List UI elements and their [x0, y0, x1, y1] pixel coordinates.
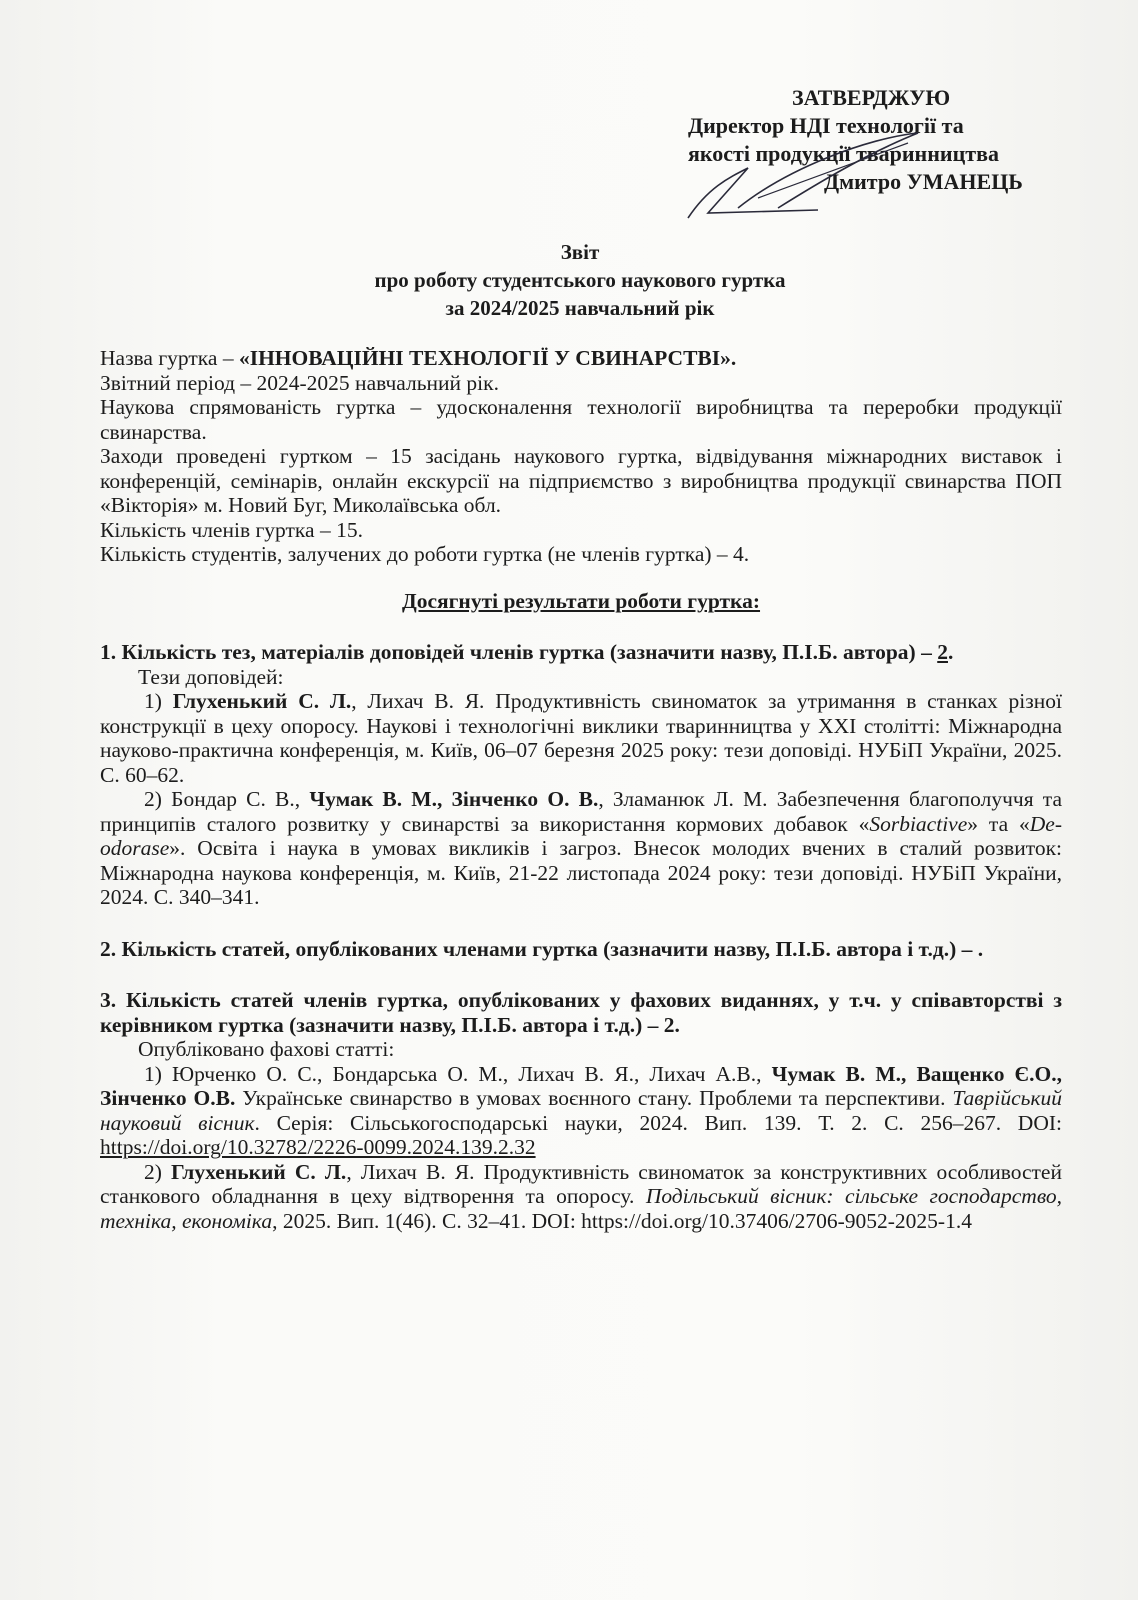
- section1-heading: [100, 640, 1062, 665]
- circle-name-label: Назва гуртка –: [100, 346, 239, 370]
- article-title: , Лихач В. Я. Продуктивність свиноматок за конструктивних особливостей станкового обладнання в цеху відтворення та опоросу.: [100, 1159, 1062, 1208]
- section1-subheading: Тези доповідей:: [138, 664, 284, 689]
- approval-block: [688, 84, 1068, 196]
- bold-authors: Чумак В. М., Зінченко О. В.: [309, 787, 599, 811]
- citation-text: . Серія: Сільськогосподарські науки, 2024. Вип. 139. Т. 2. С. 256–267. DOI:: [254, 1110, 1062, 1135]
- bold-authors: Глухенький С. Л.: [172, 689, 352, 713]
- abstract-item: [100, 787, 1062, 910]
- article-title: Українське свинарство в умовах воєнного стану. Проблеми та перспективи.: [235, 1086, 953, 1110]
- members-count: Кількість членів гуртка – 15.: [100, 517, 363, 542]
- doi-link[interactable]: https://doi.org/10.32782/2226-0099.2024.139.2.32: [100, 1135, 536, 1159]
- results-heading: Досягнуті результати роботи гуртка:: [401, 588, 761, 613]
- article-item: [100, 1062, 1062, 1160]
- bold-authors: Глухенький С. Л.: [171, 1159, 347, 1184]
- doi-text: https://doi.org/10.37406/2706-9052-2025-1.4: [581, 1208, 972, 1233]
- product-name: De-odorase: [100, 811, 1063, 860]
- section1-count-suffix: .: [947, 640, 954, 664]
- citation-text: , Зламанюк Л. М. Забезпечення благополуччя та принципів сталого розвитку у свинарстві за використання кормових добавок «: [100, 787, 1063, 836]
- product-name: Sorbiactive: [869, 811, 968, 836]
- authors: Бондар С. В.,: [171, 787, 310, 811]
- section3-heading: 3. Кількість статей членів гуртка, опублікованих у фахових виданнях, у т.ч. у співавторстві з керівником гуртка (зазначити назву, П.І.Б. автора і т.д.) – 2.: [100, 988, 1062, 1037]
- citation-text: , 2025. Вип. 1(46). С. 32–41. DOI:: [272, 1208, 582, 1233]
- report-body: [100, 346, 1062, 1233]
- students-count: Кількість студентів, залучених до роботи гуртка (не членів гуртка) – 4.: [100, 542, 750, 566]
- circle-name: [100, 346, 1062, 371]
- item-number: 1): [144, 689, 173, 713]
- title-line-1: Звіт: [560, 240, 600, 264]
- title-line-3: за 2024/2025 навчальний рік: [445, 296, 715, 320]
- approval-heading: ЗАТВЕРДЖУЮ: [792, 85, 951, 110]
- section2-heading: 2. Кількість статей, опублікованих членами гуртка (зазначити назву, П.І.Б. автора і т.д.) – .: [100, 936, 984, 961]
- journal-name: Таврійський науковий вісник: [100, 1086, 1062, 1135]
- journal-name: Подільський вісник: сільське господарство, техніка, економіка: [100, 1184, 1062, 1233]
- approval-position-line2: якості продукції тваринництва: [688, 141, 999, 166]
- section1-count: 2: [937, 640, 948, 664]
- citation-text: ». Освіта і наука в умовах викликів і загроз. Внесок молодих вчених в сталий розвиток: Міжнародна наукова конференція, м. Київ, 21-22 листопада 2024 року: тези доповіді. НУБіП України, 2024. С. 340–341.: [100, 836, 1062, 909]
- item-number: 2): [144, 1159, 172, 1184]
- citation-text: » та «: [967, 811, 1030, 836]
- bold-authors: Чумак В. М., Ващенко Є.О., Зінченко О.В.: [100, 1061, 1062, 1110]
- events-held: Заходи проведені гуртком – 15 засідань наукового гуртка, відвідування міжнародних виставок і конференцій, семінарів, онлайн екскурсії на підприємство з виробництва продукції свинарства ПОП «Вікторія» м. Новий Буг, Миколаївська обл.: [100, 444, 1062, 517]
- title-line-2: про роботу студентського наукового гуртка: [374, 268, 786, 292]
- citation-text: , Лихач В. Я. Продуктивність свиноматок за утримання в станках різної конструкції в цеху опоросу. Наукові і технологічні виклики тваринництва у XXI столітті: Міжнародна науково-практична конференція, м. Київ, 06–07 березня 2025 року: тези доповіді. НУБіП України, 2025. С. 60–62.: [100, 689, 1062, 787]
- approval-position-line1: Директор НДІ технології та: [688, 113, 964, 138]
- reporting-period: Звітний період – 2024-2025 навчальний рік.: [100, 370, 499, 395]
- scientific-direction: Наукова спрямованість гуртка – удосконалення технології виробництва та переробки продукції свинарства.: [100, 395, 1062, 444]
- article-item: [100, 1160, 1062, 1234]
- item-number: 2): [144, 787, 172, 811]
- item-number: 1): [144, 1061, 172, 1086]
- circle-name-value: «ІННОВАЦІЙНІ ТЕХНОЛОГІЇ У СВИНАРСТВІ».: [238, 346, 737, 370]
- section3-subheading: Опубліковано фахові статті:: [138, 1037, 395, 1061]
- authors: Юрченко О. С., Бондарська О. М., Лихач В. Я., Лихач А.В.,: [171, 1061, 772, 1086]
- report-title: [0, 238, 1138, 322]
- section1-heading-text: 1. Кількість тез, матеріалів доповідей членів гуртка (зазначити назву, П.І.Б. автора) –: [100, 640, 938, 664]
- abstract-item: [100, 689, 1062, 787]
- approval-signatory: Дмитро УМАНЕЦЬ: [824, 169, 1023, 194]
